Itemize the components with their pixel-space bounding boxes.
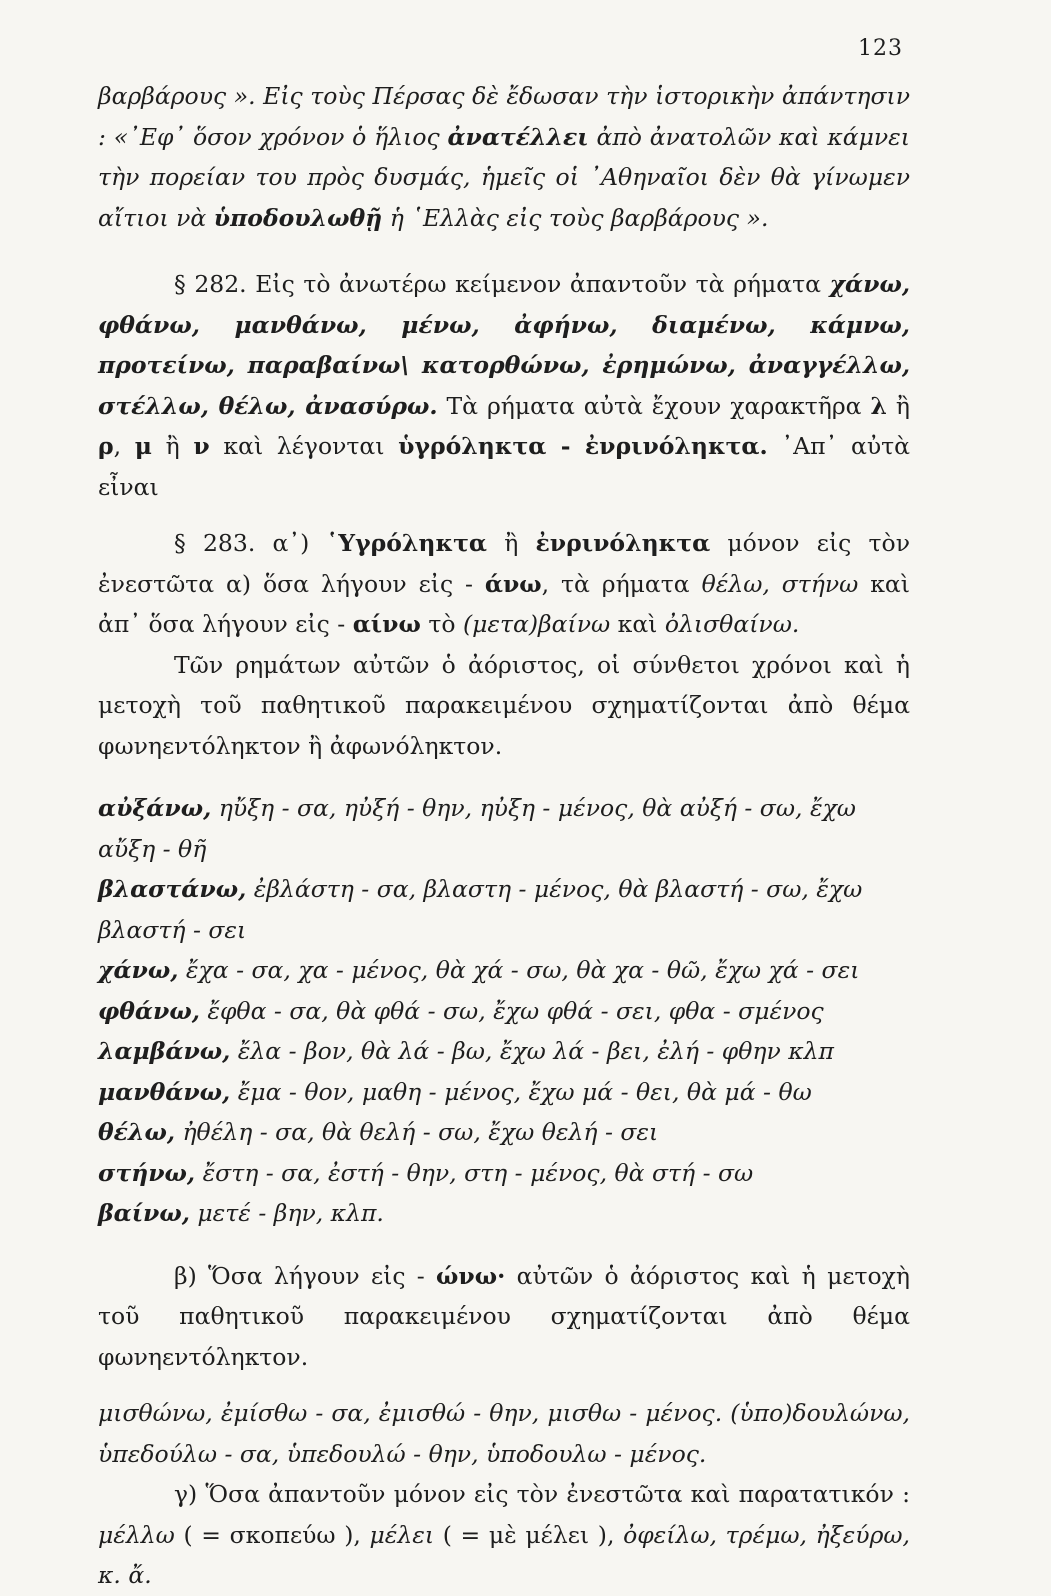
section-283-text-2: , τὰ ρήματα bbox=[541, 569, 702, 598]
section-283-text-4: τὸ bbox=[420, 610, 463, 638]
verb-head: μανθάνω, bbox=[98, 1077, 231, 1106]
verb-line bbox=[98, 1112, 910, 1153]
verb-head: αὐξάνω, bbox=[98, 794, 212, 822]
beta-text-2: αὐτῶν ὁ ἀόριστος καὶ ἡ μετοχὴ τοῦ παθητικοῦ παρακειμένου σχηματίζονται ἀπὸ θέμα φωνηεντόληκτον. bbox=[98, 1261, 910, 1371]
gamma-gloss-1: ( = σκοπεύω ), bbox=[174, 1520, 370, 1549]
verb-head: βλαστάνω, bbox=[98, 875, 247, 903]
verb-head: φθάνω, bbox=[98, 996, 200, 1025]
ending-ono: ώνω· bbox=[436, 1261, 506, 1290]
verb-head: θέλω, bbox=[98, 1118, 175, 1146]
gamma-gloss-2: ( = μὲ μέλει ), bbox=[434, 1520, 624, 1549]
quote-text-2: ἀπὸ ἀνατολῶν καὶ κάμνει τὴν πορείαν του πρὸς δυσμάς, ἡμεῖς οἱ ᾿Αθηναῖοι δὲν θὰ γίνωμεν αἴτιοι νὰ bbox=[98, 122, 911, 232]
section-282-text-3: ᾿Απ᾿ αὐτὰ εἶναι bbox=[98, 432, 910, 501]
paragraph-quote bbox=[98, 76, 910, 238]
beta-text-1: β) Ὅσα λήγουν εἰς - bbox=[174, 1261, 437, 1290]
verb-line bbox=[98, 788, 910, 869]
verb-forms: ηὔξη - σα, ηὐξή - θην, ηὐξη - μένος, θὰ αὐξή - σω, ἔχω αὔξη - θῆ bbox=[98, 794, 856, 863]
section-283-term-2: ἐνρινόληκτα bbox=[535, 529, 711, 557]
section-282-verbs: χάνω, φθάνω, μανθάνω, μένω, ἀφήνω, διαμένω, κάμνω, προτείνω, παραβαίνω\ κατορθώνω, ἐρημώνω, ἀναγγέλλω, στέλλω, θέλω, ἀνασύρω. bbox=[98, 270, 910, 420]
verb-line bbox=[98, 1031, 910, 1072]
quote-verb-anatellei: ἀνατέλλει bbox=[447, 122, 589, 151]
quote-text-3: ἡ ῾Ελλὰς εἰς τοὺς βαρβάρους ». bbox=[382, 203, 769, 232]
section-283-text-1: μόνον εἰς τὸν ἐνεστῶτα α) ὅσα λήγουν εἰς - bbox=[98, 529, 910, 598]
char-or-2: ἢ bbox=[151, 432, 194, 460]
section-283 bbox=[98, 523, 910, 645]
verb-forms: ἔχα - σα, χα - μένος, θὰ χά - σω, θὰ χα - θῶ, ἔχω χά - σει bbox=[178, 956, 860, 984]
section-283-or: ἢ bbox=[486, 529, 536, 557]
page-number: 123 bbox=[858, 36, 903, 61]
quote-verb-ypodoulothi: ὑποδουλωθῇ bbox=[213, 203, 383, 232]
section-282 bbox=[98, 264, 910, 507]
char-comma: , bbox=[113, 432, 135, 460]
section-282-text-2: καὶ λέγονται bbox=[209, 432, 399, 460]
verb-line bbox=[98, 1072, 910, 1113]
verb-forms: μετέ - βην, κλπ. bbox=[189, 1199, 384, 1227]
char-or-1: ἢ bbox=[886, 391, 910, 420]
section-283-term-1: ῾Υγρόληκτα bbox=[326, 529, 487, 557]
section-283-text-3: καὶ ἀπ᾿ ὅσα λήγουν εἰς - bbox=[98, 569, 910, 638]
paragraph-aorist: Τῶν ρημάτων αὐτῶν ὁ ἀόριστος, οἱ σύνθετοι χρόνοι καὶ ἡ μετοχὴ τοῦ παθητικοῦ παρακειμένου σχηματίζονται ἀπὸ θέμα φωνηεντόληκτον ἢ ἀφωνόληκτον. bbox=[98, 650, 910, 760]
verb-conjugation-list bbox=[98, 788, 910, 1234]
verb-forms: ἠθέλη - σα, θὰ θελή - σω, ἔχω θελή - σει bbox=[175, 1118, 659, 1146]
ending-ano: άνω bbox=[484, 569, 542, 598]
verb-line bbox=[98, 869, 910, 950]
verbs-thelo-stino: θέλω, στήνω bbox=[701, 569, 859, 598]
verb-line bbox=[98, 1153, 910, 1194]
gamma-verbs: ὀφείλω, τρέμω, ἠξεύρω, κ. ἄ. bbox=[98, 1520, 911, 1589]
verb-forms: ἔστη - σα, ἐστή - θην, στη - μένος, θὰ στή - σω bbox=[195, 1158, 754, 1187]
section-282-text-1: Τὰ ρήματα αὐτὰ ἔχουν χαρακτῆρα bbox=[437, 391, 871, 420]
verb-line bbox=[98, 1193, 910, 1234]
verb-head: χάνω, bbox=[98, 956, 179, 984]
verb-forms: ἐβλάστη - σα, βλαστη - μένος, θὰ βλαστή - σω, ἔχω βλαστή - σει bbox=[98, 875, 863, 944]
quote-text-1: βαρβάρους ». Εἰς τοὺς Πέρσας δὲ ἔδωσαν τὴν ἱστορικὴν ἀπάντησιν : «᾿Εφ᾿ ὅσον χρόνον ὁ ἥλιος bbox=[98, 82, 910, 151]
section-282-intro: § 282. Εἰς τὸ ἀνωτέρω κείμενον ἀπαντοῦν τὰ ρήματα bbox=[174, 270, 830, 298]
char-rho: ρ bbox=[98, 432, 114, 460]
char-nu: ν bbox=[193, 432, 210, 460]
verb-line bbox=[98, 950, 910, 991]
verb-head: βαίνω, bbox=[98, 1199, 190, 1227]
verb-forms: ἔμα - θον, μαθη - μένος, ἔχω μά - θει, θὰ μά - θω bbox=[230, 1077, 812, 1106]
page-content bbox=[98, 76, 910, 1596]
verb-forms: ἔλα - βον, θὰ λά - βω, ἔχω λά - βει, ἐλή - φθην κλπ bbox=[230, 1037, 834, 1065]
beta-examples: μισθώνω, ἐμίσθω - σα, ἐμισθώ - θην, μισθω - μένος. (ὑπο)δουλώνω, ὑπεδούλω - σα, ὑπεδουλώ - θην, ὑποδουλω - μένος. bbox=[98, 1399, 910, 1468]
verb-melei: μέλει bbox=[369, 1520, 435, 1549]
verb-olisthaino: ὀλισθαίνω. bbox=[664, 610, 800, 638]
verb-mello: μέλλω bbox=[98, 1520, 175, 1549]
char-mu: μ bbox=[134, 432, 152, 460]
paragraph-beta bbox=[98, 1256, 910, 1378]
char-lambda: λ bbox=[870, 391, 887, 420]
section-283-and: καὶ bbox=[610, 610, 665, 638]
verb-line bbox=[98, 991, 910, 1032]
verb-forms: ἔφθα - σα, θὰ φθά - σω, ἔχω φθά - σει, φθα - σμένος bbox=[199, 996, 824, 1025]
verb-head: λαμβάνω, bbox=[98, 1037, 231, 1065]
verb-head: στήνω, bbox=[98, 1158, 196, 1187]
verb-metavaino: (μετα)βαίνω bbox=[462, 610, 611, 638]
paragraph-gamma bbox=[98, 1474, 910, 1596]
section-282-term: ὑγρόληκτα - ἐνρινόληκτα. bbox=[398, 432, 768, 460]
section-283-intro: § 283. α᾿) bbox=[174, 529, 327, 557]
ending-aino: αίνω bbox=[352, 610, 421, 638]
gamma-text-1: γ) Ὅσα ἀπαντοῦν μόνον εἰς τὸν ἐνεστῶτα καὶ παρατατικόν : bbox=[174, 1480, 910, 1508]
